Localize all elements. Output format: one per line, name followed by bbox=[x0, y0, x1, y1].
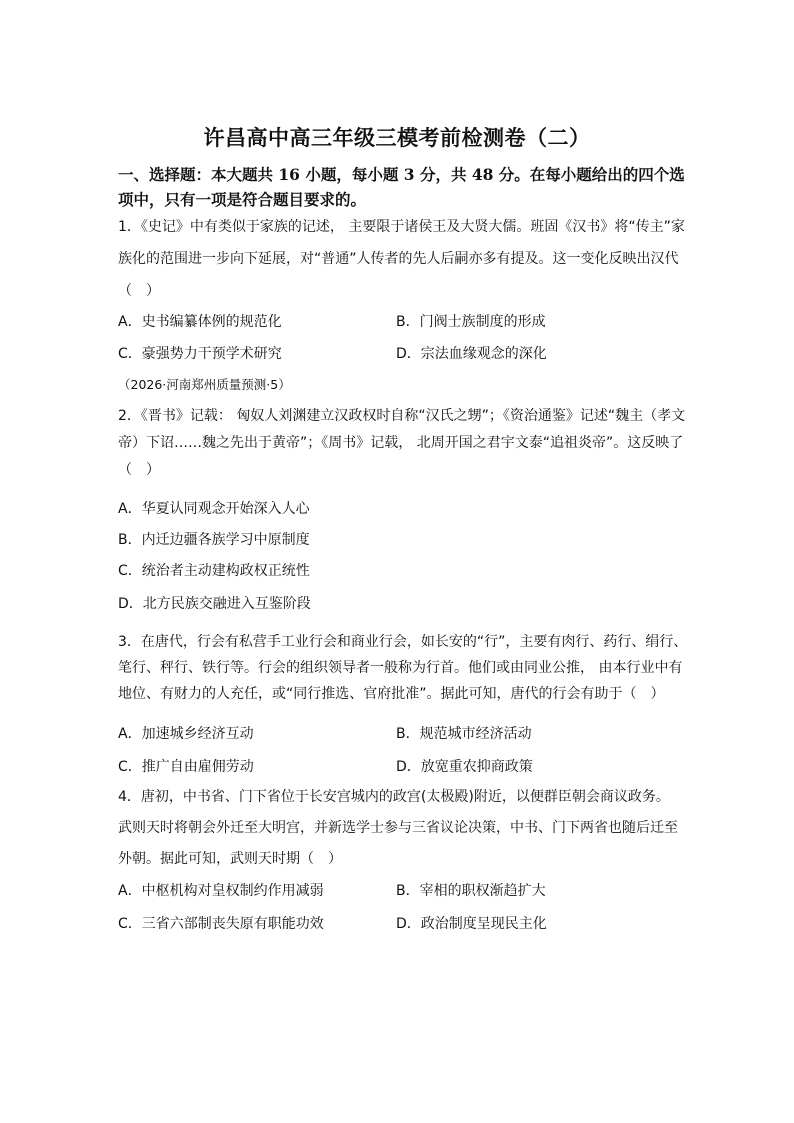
exam-title: 许昌高中高三年级三模考前检测卷（二） bbox=[203, 125, 591, 150]
question-2-option-c[interactable]: C．统治者主动建构政权正统性 bbox=[118, 563, 310, 579]
question-4-stem-line-3: 外朝。据此可知，武则天时期（ ） bbox=[118, 851, 342, 867]
question-2-option-d[interactable]: D．北方民族交融进入互鉴阶段 bbox=[118, 596, 311, 612]
section-heading-line-1: 一、选择题：本大题共 16 小题，每小题 3 分，共 48 分。在每小题给出的四个选 bbox=[118, 165, 685, 184]
question-1-option-a[interactable]: A．史书编纂体例的规范化 bbox=[118, 314, 282, 330]
question-1-option-c[interactable]: C．豪强势力干预学术研究 bbox=[118, 346, 282, 362]
question-3-stem-line-1: 3．在唐代，行会有私营手工业行会和商业行会，如长安的“行”，主要有肉行、药行、绢行、 bbox=[118, 634, 688, 650]
question-1-option-d[interactable]: D．宗法血缘观念的深化 bbox=[396, 346, 547, 362]
question-2-stem-line-1: 2．《晋书》记载： 匈奴人刘渊建立汉政权时自称“汉氏之甥”；《资治通鉴》记述“魏主（孝文 bbox=[118, 408, 686, 424]
question-3-option-c[interactable]: C．推广自由雇佣劳动 bbox=[118, 759, 254, 775]
section-heading-line-2: 项中，只有一项是符合题目要求的。 bbox=[118, 190, 367, 209]
question-2-stem-line-2: 帝）下诏……魏之先出于黄帝”；《周书》记载， 北周开国之君宇文泰“追祖炎帝”。这反映了 bbox=[118, 435, 684, 451]
question-2-answer-blank: （ ） bbox=[118, 462, 160, 478]
question-4-option-b[interactable]: B．宰相的职权渐趋扩大 bbox=[396, 883, 546, 899]
question-3-option-b[interactable]: B．规范城市经济活动 bbox=[396, 726, 532, 742]
question-source-note: （2026·河南郑州质量预测·5） bbox=[118, 377, 291, 392]
question-2-option-b[interactable]: B．内迁边疆各族学习中原制度 bbox=[118, 532, 310, 548]
question-1-stem-line-1: 1．《史记》中有类似于家族的记述， 主要限于诸侯王及大贤大儒。班固《汉书》将“传主”家 bbox=[118, 219, 685, 235]
question-2-option-a[interactable]: A．华夏认同观念开始深入人心 bbox=[118, 501, 310, 517]
question-3-stem-line-3: 地位、有财力的人充任，或“同行推选、官府批准”。据此可知，唐代的行会有助于（ ） bbox=[118, 686, 665, 702]
question-1-stem-line-2: 族化的范围进一步向下延展，对“普通”人传者的先人后嗣亦多有提及。这一变化反映出汉代 bbox=[118, 251, 679, 267]
question-3-stem-line-2: 笔行、秤行、铁行等。行会的组织领导者一般称为行首。他们或由同业公推， 由本行业中有 bbox=[118, 660, 683, 676]
section-heading bbox=[118, 162, 688, 212]
question-3-option-a[interactable]: A．加速城乡经济互动 bbox=[118, 726, 254, 742]
question-3-option-d[interactable]: D．放宽重农抑商政策 bbox=[396, 759, 533, 775]
question-4-option-a[interactable]: A．中枢机构对皇权制约作用减弱 bbox=[118, 883, 324, 899]
question-4-option-c[interactable]: C．三省六部制丧失原有职能功效 bbox=[118, 916, 324, 932]
question-4-stem-line-1: 4．唐初，中书省、门下省位于长安宫城内的政宫(太极殿)附近，以便群臣朝会商议政务。 bbox=[118, 789, 670, 805]
question-4-option-d[interactable]: D．政治制度呈现民主化 bbox=[396, 916, 547, 932]
question-1-option-b[interactable]: B．门阀士族制度的形成 bbox=[396, 314, 546, 330]
question-1-answer-blank: （ ） bbox=[118, 283, 160, 299]
question-4-stem-line-2: 武则天时将朝会外迁至大明宫，并新选学士参与三省议论决策，中书、门下两省也随后迁至 bbox=[118, 820, 678, 836]
